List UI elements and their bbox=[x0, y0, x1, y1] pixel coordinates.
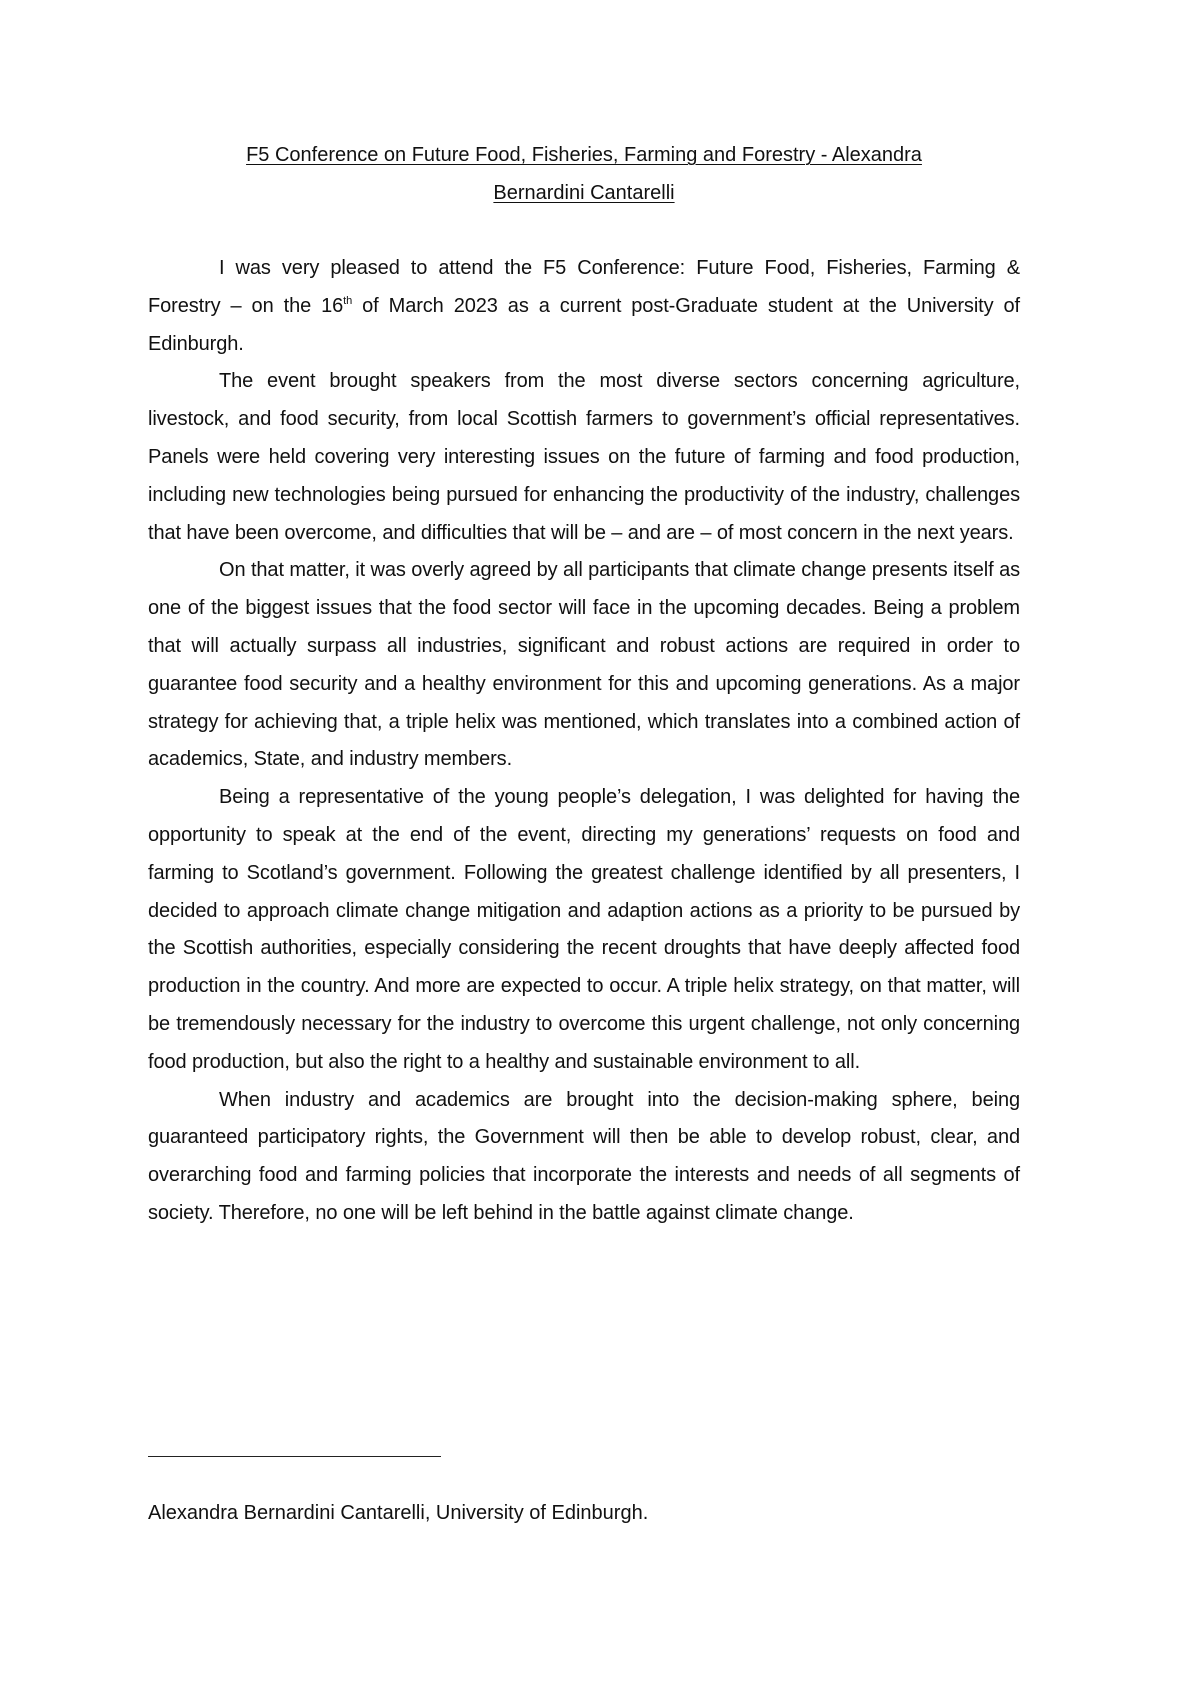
paragraph-1 bbox=[148, 250, 1020, 363]
author-signature: Alexandra Bernardini Cantarelli, University of Edinburgh. bbox=[148, 1502, 649, 1524]
paragraph-5: When industry and academics are brought into the decision-making sphere, being guaranteed participatory rights, the Government will then be able to develop robust, clear, and overarching food and farming policies that incorporate the interests and needs of all segments of society. Therefore, no one will be left behind in the battle against climate change. bbox=[148, 1088, 1020, 1224]
paragraph-1-text-start: I was very pleased to attend the F5 Conference: Future Food, Fisheries, Farming & Forestry – on the 16 bbox=[148, 257, 1020, 317]
paragraph-1-text-end: of March 2023 as a current post-Graduate student at the University of Edinburgh. bbox=[148, 294, 1020, 355]
title-line-2: Bernardini Cantarelli bbox=[493, 182, 675, 204]
paragraph-3: On that matter, it was overly agreed by all participants that climate change presents itself as one of the biggest issues that the food sector will face in the upcoming decades. Being a problem that will actually surpass all industries, significant and robust actions are required in order to guarantee food security and a healthy environment for this and upcoming generations. As a major strategy for achieving that, a triple helix was mentioned, which translates into a combined action of academics, State, and industry members. bbox=[148, 559, 1020, 771]
signature-separator-line bbox=[148, 1456, 441, 1457]
paragraph-2: The event brought speakers from the most diverse sectors concerning agriculture, livestock, and food security, from local Scottish farmers to government’s official representatives. Panels were held covering very interesting issues on the future of farming and food production, including new technologies being pursued for enhancing the productivity of the industry, challenges that have been overcome, and difficulties that will be – and are – of most concern in the next years. bbox=[148, 370, 1020, 544]
document-body bbox=[148, 250, 1020, 1233]
ordinal-suffix: th bbox=[343, 294, 353, 307]
paragraph-4: Being a representative of the young people’s delegation, I was delighted for having the opportunity to speak at the end of the event, directing my generations’ requests on food and farming to Scotland’s government. Following the greatest challenge identified by all presenters, I decided to approach climate change mitigation and adaption actions as a priority to be pursued by the Scottish authorities, especially considering the recent droughts that have deeply affected food production in the country. And more are expected to occur. A triple helix strategy, on that matter, will be tremendously necessary for the industry to overcome this urgent challenge, not only concerning food production, but also the right to a healthy and sustainable environment to all. bbox=[148, 786, 1020, 1073]
title-line-1: F5 Conference on Future Food, Fisheries, Farming and Forestry - Alexandra bbox=[246, 144, 922, 166]
document-title bbox=[148, 136, 1020, 212]
